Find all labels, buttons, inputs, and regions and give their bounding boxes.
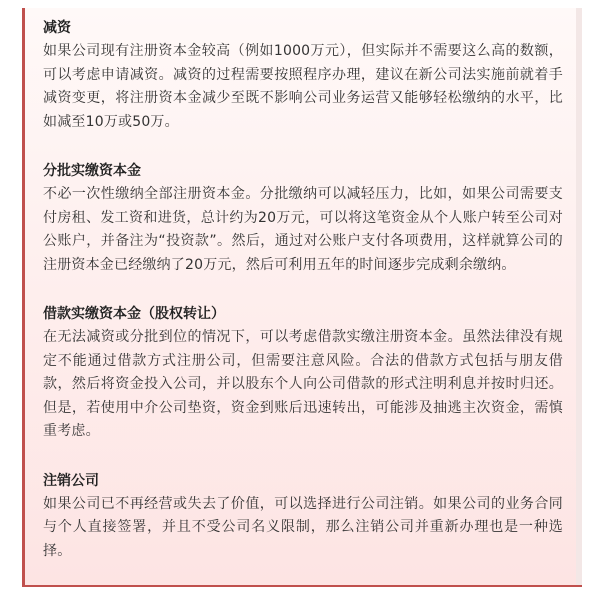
section-capital-reduction xyxy=(43,17,563,134)
section-title: 注销公司 xyxy=(43,472,99,489)
section-paragraph: 如果公司现有注册资本金较高（例如1000万元），但实际并不需要这么高的数额，可以考虑申请减资。减资的过程需要按照程序办理，建议在新公司法实施前就着手减资变更，将注册资本金减少至既不影响公司业务运营又能够轻松缴纳的水平，比如减至10万或50万。 xyxy=(43,43,563,130)
article-body xyxy=(43,17,563,589)
section-paragraph: 如果公司已不再经营或失去了价值，可以选择进行公司注销。如果公司的业务合同与个人直接签署，并且不受公司名义限制，那么注销公司并重新办理也是一种选择。 xyxy=(43,495,563,559)
section-paragraph: 在无法减资或分批到位的情况下，可以考虑借款实缴注册资本金。虽然法律没有规定不能通过借款方式注册公司，但需要注意风险。合法的借款方式包括与朋友借款，然后将资金投入公司，并以股东个人向公司借款的形式注明利息并按时归还。但是，若使用中介公司垫资，资金到账后迅速转出，可能涉及抽逃主次资金，需慎重考虑。 xyxy=(43,329,563,439)
section-loan-payment xyxy=(43,303,563,444)
section-installment-payment xyxy=(43,160,563,277)
section-deregistration xyxy=(43,470,563,564)
section-title: 借款实缴资本金（股权转让） xyxy=(43,306,225,322)
section-paragraph: 不必一次性缴纳全部注册资本金。分批缴纳可以减轻压力，比如，如果公司需要支付房租、发工资和进货，总计约为20万元，可以将这笔资金从个人账户转至公司对公账户，并备注为“投资款”。然后，通过对公账户支付各项费用，这样就算公司的注册资本金已经缴纳了20万元，然后可利用五年的时间逐步完成剩余缴纳。 xyxy=(43,186,563,273)
card-edge xyxy=(576,8,582,585)
section-title: 分批实缴资本金 xyxy=(43,163,141,179)
section-title: 减资 xyxy=(43,20,71,36)
